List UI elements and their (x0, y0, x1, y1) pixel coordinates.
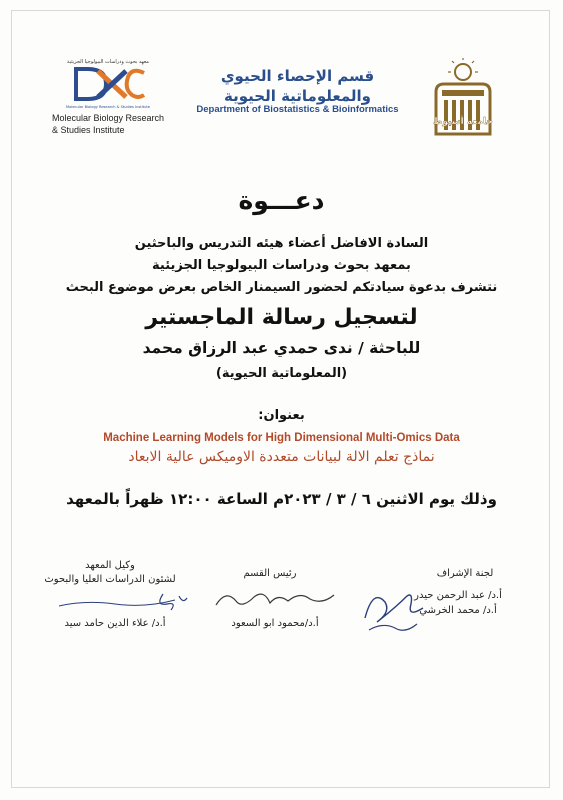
institute-name-line1: Molecular Biology Research (52, 113, 165, 123)
topic-title-en: Machine Learning Models for High Dimensional Multi-Omics Data (103, 432, 460, 444)
department-ar-line2: والمعلوماتية الحيوية (224, 87, 371, 105)
vice-dean-signature (55, 588, 195, 614)
vice-dean-name: أ.د/ علاء الدين حامد سيد (64, 618, 166, 629)
department-head-heading: رئيس القسم (243, 568, 297, 579)
institute-line: بمعهد بحوث ودراسات البيولوجيا الجزيئية (152, 258, 411, 273)
institute-name-en (52, 112, 182, 136)
department-name-ar (205, 66, 390, 106)
seminar-date: وذلك يوم الاثنين ٦ / ٣ / ٢٠٢٣م الساعة ١٢:٠٠ ظهراً بالمعهد (66, 490, 497, 508)
addressee-line: السادة الافاضل أعضاء هيئه التدريس والباحثين (134, 236, 429, 251)
topic-title-ar: نماذج تعلم الالة لبيانات متعددة الاوميكس عالية الابعاد (128, 449, 435, 465)
department-ar-line1: قسم الإحصاء الحيوي (220, 67, 375, 85)
supervisor-2-name: أ.د/ محمد الخرشي (419, 605, 497, 616)
svg-text:Molecular Biology Research & S: Molecular Biology Research & Studies Institute (66, 105, 150, 109)
department-head-signature (210, 585, 340, 615)
assiut-university-logo (430, 58, 496, 138)
invitation-title: دعـــوة (238, 186, 325, 215)
institute-name-line2: & Studies Institute (52, 125, 125, 135)
topic-heading: بعنوان: (258, 408, 305, 423)
specialty: (المعلوماتية الحيوية) (215, 366, 348, 381)
seminar-purpose: لتسجيل رسالة الماجستير (145, 305, 418, 330)
invitation-line: نتشرف بدعوة سيادتكم لحضور السيمنار الخاص بعرض موضوع البحث (65, 280, 498, 295)
mbi-logo (62, 55, 154, 113)
department-name-en: Department of Biostatistics & Bioinformatics (196, 104, 399, 115)
university-logo-text: جامعة أسيوط (433, 117, 493, 127)
vice-dean-heading: وكيل المعهد (85, 560, 135, 571)
supervisor-1-name: أ.د/ عبد الرحمن حيدر (414, 590, 502, 601)
researcher-name: للباحثة / ندى حمدي عبد الرزاق محمد (142, 339, 421, 357)
supervision-heading: لجنة الإشراف (436, 568, 494, 579)
vice-dean-subheading: لشئون الدراسات العليا والبحوث (44, 574, 176, 585)
svg-text:معهد بحوث ودراسات البيولوجيا ا: معهد بحوث ودراسات البيولوجيا الجزيئية (67, 59, 149, 65)
department-head-name: أ.د/محمود ابو السعود (231, 618, 319, 629)
